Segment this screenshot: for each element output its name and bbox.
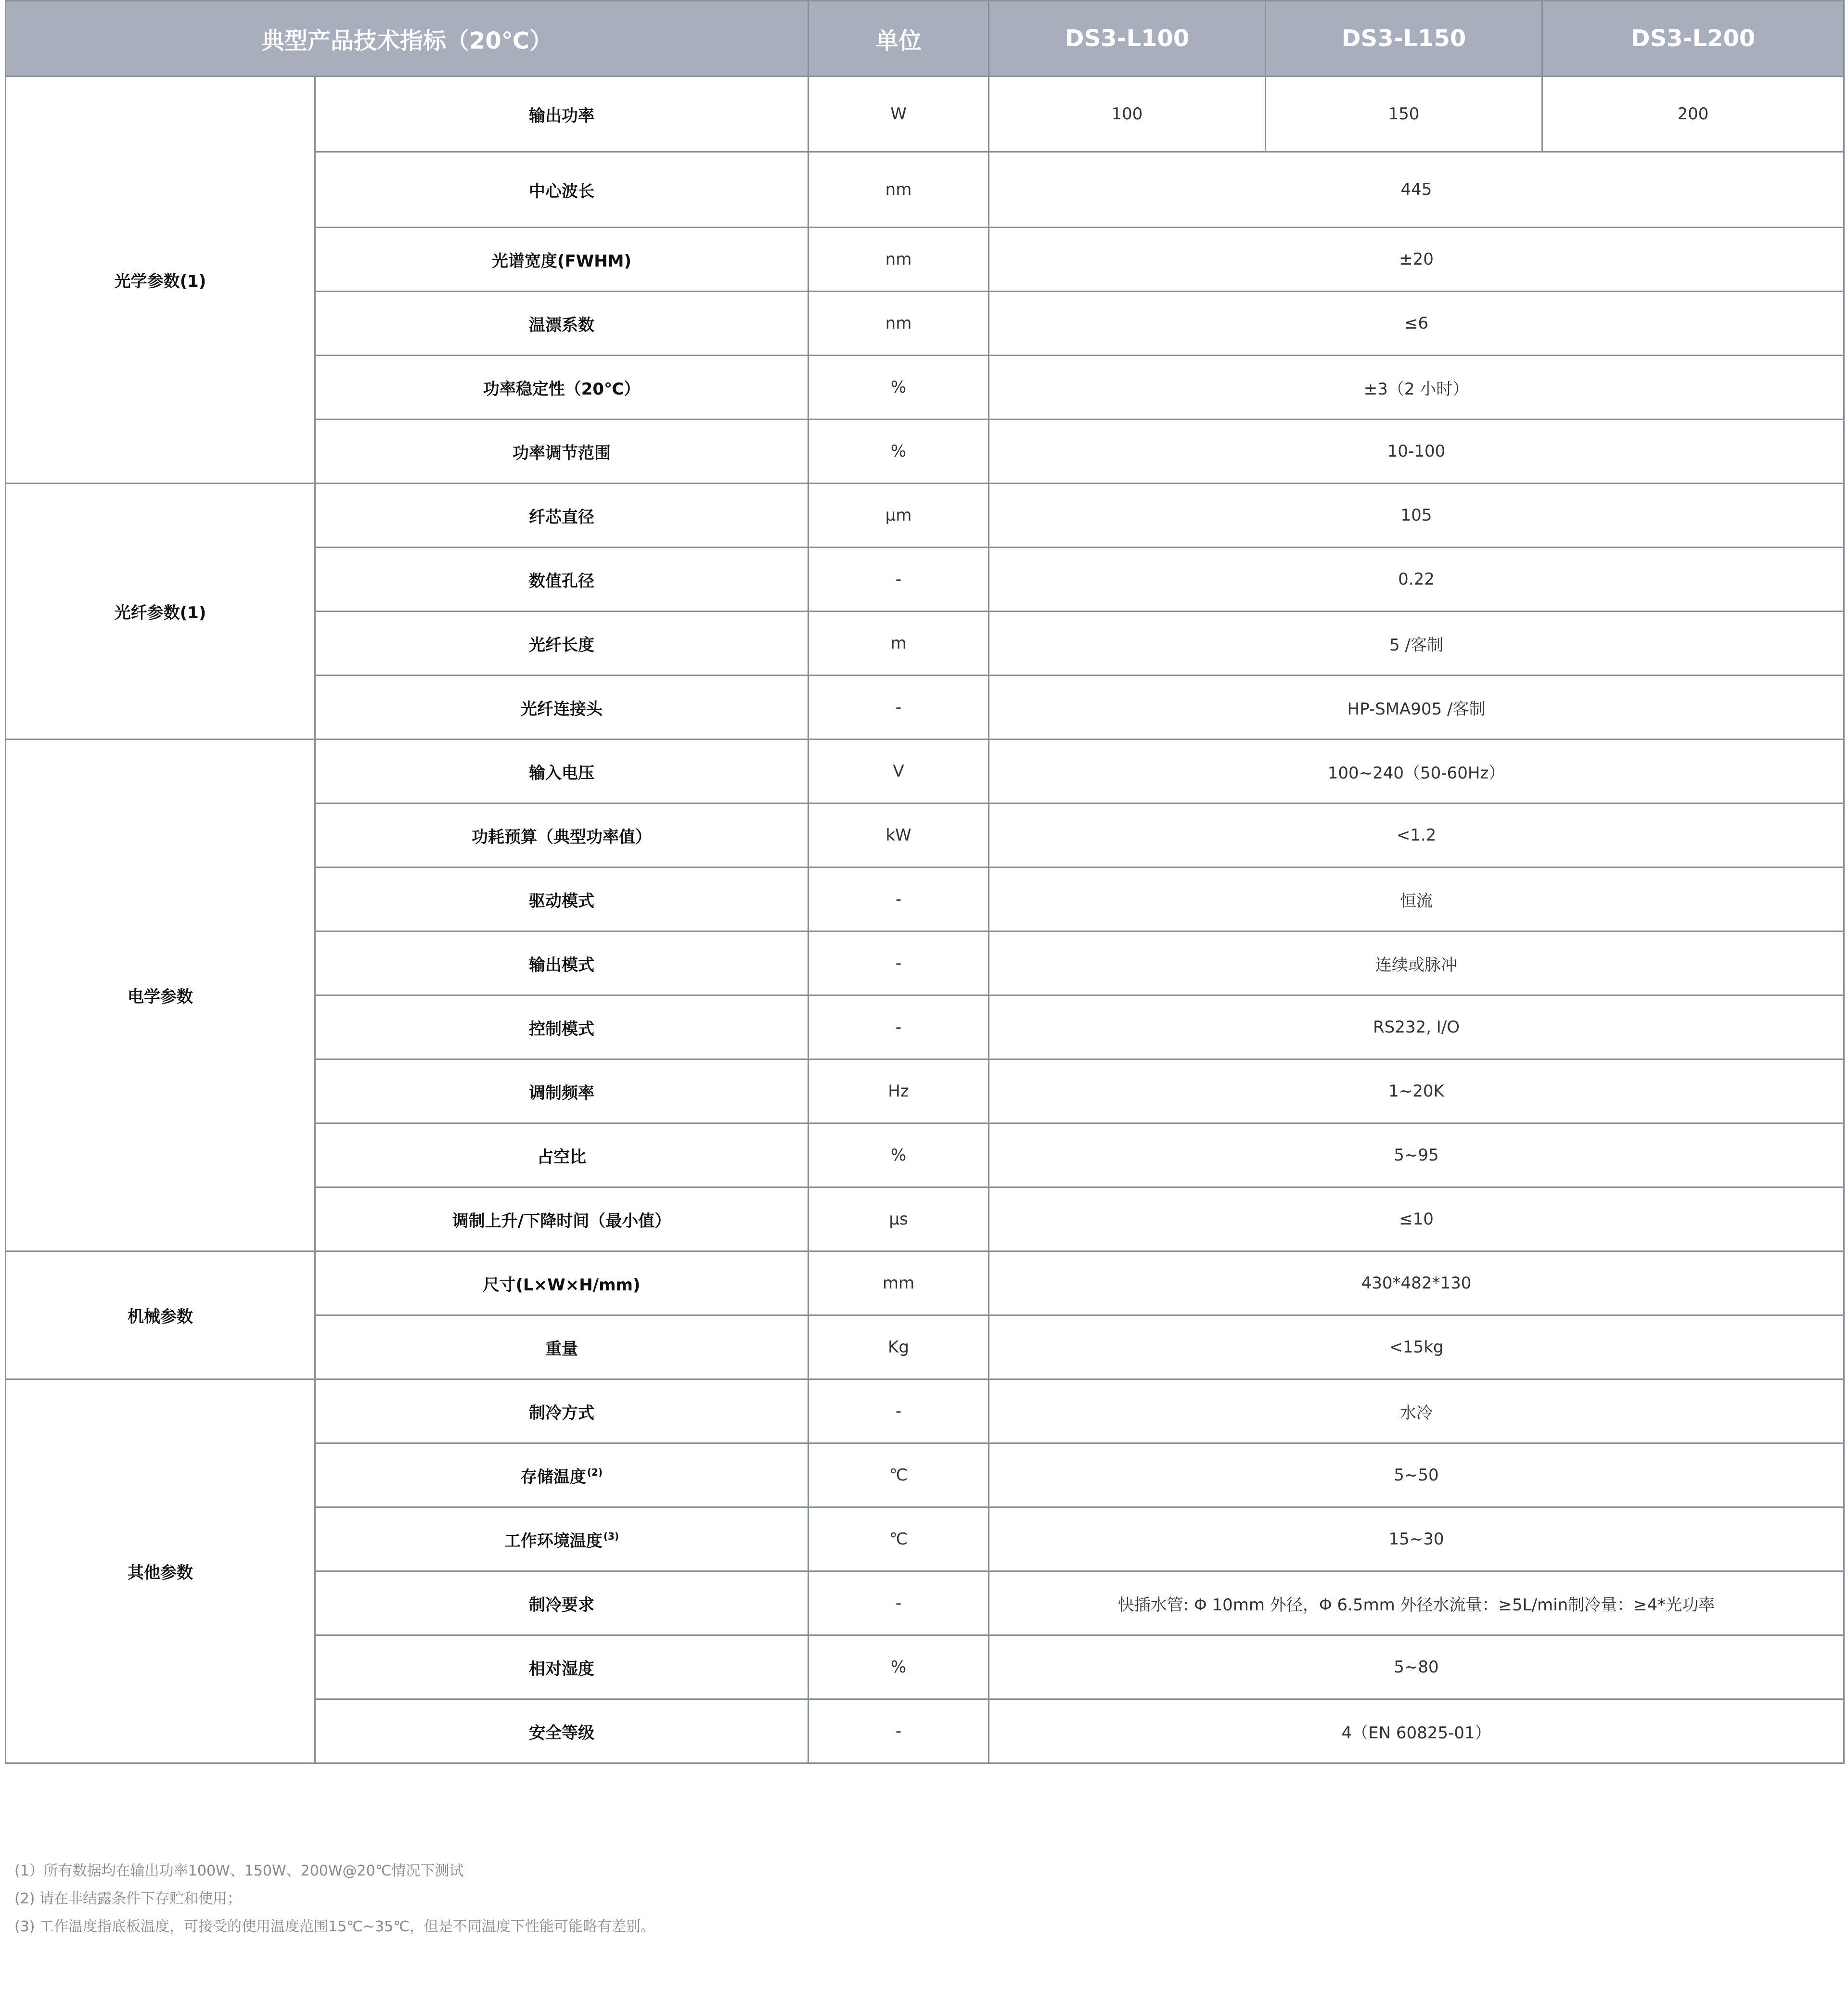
header-spec-label: 典型产品技术指标（20℃）	[6, 1, 808, 77]
value-cell: 5 /客制	[989, 612, 1844, 676]
table-row	[6, 740, 1844, 804]
footnote-marker: (3)	[603, 1530, 619, 1542]
param-label: 制冷方式	[529, 1403, 594, 1423]
unit-cell: V	[808, 740, 989, 804]
param-cell	[315, 548, 808, 612]
param-label: 占空比	[537, 1147, 586, 1167]
param-cell	[315, 77, 808, 152]
param-cell	[315, 228, 808, 292]
group-label: 其他参数	[6, 1379, 315, 1763]
header-model-l200: DS3-L200	[1542, 1, 1844, 77]
param-cell	[315, 804, 808, 867]
table-row	[6, 77, 1844, 152]
unit-cell: ℃	[808, 1507, 989, 1571]
header-unit-label: 单位	[808, 1, 989, 77]
unit-cell: %	[808, 1635, 989, 1699]
value-cell: 150	[1266, 77, 1542, 152]
value-cell: ±3（2 小时）	[989, 356, 1844, 420]
unit-cell: μs	[808, 1187, 989, 1251]
value-cell: HP-SMA905 /客制	[989, 676, 1844, 740]
param-label: 尺寸(L×W×H/mm)	[483, 1275, 641, 1295]
unit-cell: W	[808, 77, 989, 152]
value-cell: 200	[1542, 77, 1844, 152]
value-cell: 5~80	[989, 1635, 1844, 1699]
value-cell: 5~50	[989, 1443, 1844, 1507]
group-label: 机械参数	[6, 1251, 315, 1379]
param-cell	[315, 612, 808, 676]
param-cell	[315, 1315, 808, 1379]
param-label: 光纤长度	[529, 635, 594, 655]
table-row	[6, 1379, 1844, 1443]
value-cell: 1~20K	[989, 1059, 1844, 1123]
value-cell: 100~240（50-60Hz）	[989, 740, 1844, 804]
param-cell	[315, 1507, 808, 1571]
param-cell	[315, 420, 808, 484]
param-label: 调制上升/下降时间（最小值）	[452, 1211, 671, 1231]
value-cell: 恒流	[989, 867, 1844, 931]
param-label: 重量	[545, 1339, 578, 1359]
value-cell: 水冷	[989, 1379, 1844, 1443]
spec-body	[6, 77, 1844, 1763]
unit-cell: -	[808, 1571, 989, 1635]
unit-cell: -	[808, 548, 989, 612]
unit-cell: nm	[808, 228, 989, 292]
unit-cell: m	[808, 612, 989, 676]
param-label: 驱动模式	[529, 891, 594, 911]
footnote-3: (3) 工作温度指底板温度，可接受的使用温度范围15℃~35℃，但是不同温度下性能可能略有差别。	[14, 1918, 655, 1935]
unit-cell: nm	[808, 152, 989, 228]
param-cell	[315, 1251, 808, 1315]
param-cell	[315, 292, 808, 356]
param-label: 功耗预算（典型功率值）	[472, 827, 652, 847]
param-label: 调制频率	[529, 1083, 594, 1103]
unit-cell: Kg	[808, 1315, 989, 1379]
unit-cell: %	[808, 420, 989, 484]
param-cell	[315, 1443, 808, 1507]
param-cell	[315, 931, 808, 995]
param-label: 工作环境温度	[504, 1531, 603, 1551]
footnote-1: (1）所有数据均在输出功率100W、150W、200W@20℃情况下测试	[14, 1862, 464, 1879]
param-cell	[315, 740, 808, 804]
param-cell	[315, 356, 808, 420]
unit-cell: %	[808, 1123, 989, 1187]
param-label: 数值孔径	[529, 571, 594, 591]
group-label: 光纤参数(1)	[6, 484, 315, 740]
value-cell: 100	[989, 77, 1266, 152]
unit-cell: Hz	[808, 1059, 989, 1123]
value-cell: 快插水管: Φ 10mm 外径，Φ 6.5mm 外径水流量：≥5L/min制冷量：≥4*光功率	[989, 1571, 1844, 1635]
unit-cell: -	[808, 676, 989, 740]
footnote-marker: (2)	[587, 1466, 603, 1478]
param-label: 控制模式	[529, 1019, 594, 1039]
value-cell: ±20	[989, 228, 1844, 292]
value-cell: RS232, I/O	[989, 995, 1844, 1059]
param-label: 温漂系数	[529, 315, 594, 335]
param-cell	[315, 152, 808, 228]
param-label: 中心波长	[529, 181, 594, 201]
unit-cell: ℃	[808, 1443, 989, 1507]
spec-table	[5, 0, 1845, 1764]
param-label: 光谱宽度(FWHM)	[491, 251, 632, 271]
footnote-2: (2) 请在非结露条件下存贮和使用；	[14, 1890, 242, 1907]
unit-cell: μm	[808, 484, 989, 548]
value-cell: <15kg	[989, 1315, 1844, 1379]
header-model-l100: DS3-L100	[989, 1, 1266, 77]
value-cell: 430*482*130	[989, 1251, 1844, 1315]
unit-cell: -	[808, 995, 989, 1059]
value-cell: 0.22	[989, 548, 1844, 612]
value-cell: 15~30	[989, 1507, 1844, 1571]
value-cell: 4（EN 60825-01）	[989, 1699, 1844, 1763]
param-cell	[315, 676, 808, 740]
value-cell: ≤10	[989, 1187, 1844, 1251]
unit-cell: mm	[808, 1251, 989, 1315]
unit-cell: %	[808, 356, 989, 420]
param-cell	[315, 1379, 808, 1443]
unit-cell: -	[808, 1699, 989, 1763]
param-label: 输入电压	[529, 763, 594, 783]
table-row	[6, 1251, 1844, 1315]
footnotes	[14, 1857, 655, 1941]
header-model-l150: DS3-L150	[1266, 1, 1542, 77]
param-label: 功率稳定性（20℃）	[483, 379, 641, 399]
value-cell: 5~95	[989, 1123, 1844, 1187]
param-label: 纤芯直径	[529, 507, 594, 527]
param-cell	[315, 1123, 808, 1187]
group-label: 电学参数	[6, 740, 315, 1251]
param-cell	[315, 1059, 808, 1123]
header-row	[6, 1, 1844, 77]
param-cell	[315, 867, 808, 931]
value-cell: 445	[989, 152, 1844, 228]
value-cell: <1.2	[989, 804, 1844, 867]
param-label: 输出模式	[529, 955, 594, 975]
param-cell	[315, 995, 808, 1059]
unit-cell: -	[808, 867, 989, 931]
unit-cell: nm	[808, 292, 989, 356]
param-label: 输出功率	[529, 106, 594, 126]
param-label: 存储温度	[520, 1467, 586, 1487]
param-cell	[315, 1571, 808, 1635]
param-label: 光纤连接头	[521, 699, 603, 719]
param-cell	[315, 1699, 808, 1763]
table-row	[6, 484, 1844, 548]
value-cell: 105	[989, 484, 1844, 548]
param-label: 制冷要求	[529, 1595, 594, 1615]
unit-cell: kW	[808, 804, 989, 867]
param-label: 相对湿度	[529, 1659, 594, 1679]
unit-cell: -	[808, 1379, 989, 1443]
param-cell	[315, 1187, 808, 1251]
param-label: 安全等级	[529, 1723, 594, 1743]
param-cell	[315, 1635, 808, 1699]
group-label: 光学参数(1)	[6, 77, 315, 484]
param-label: 功率调节范围	[513, 443, 611, 463]
value-cell: ≤6	[989, 292, 1844, 356]
value-cell: 10-100	[989, 420, 1844, 484]
value-cell: 连续或脉冲	[989, 931, 1844, 995]
param-cell	[315, 484, 808, 548]
unit-cell: -	[808, 931, 989, 995]
